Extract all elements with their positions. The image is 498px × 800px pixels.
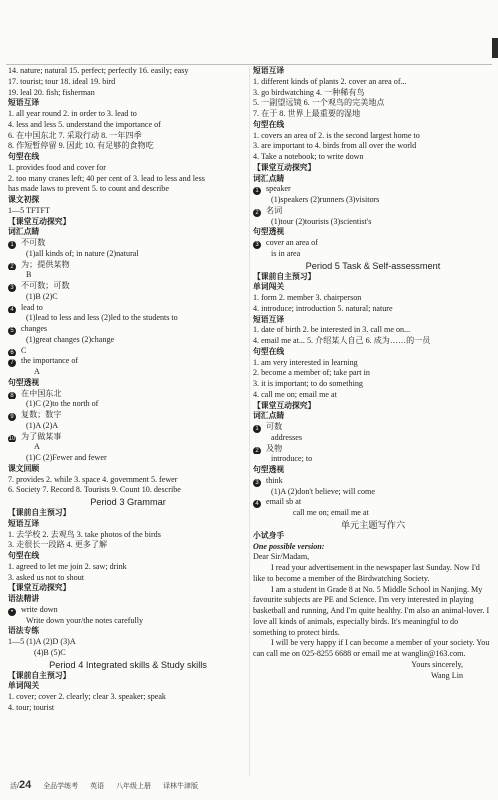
item-text: write down [21,604,58,614]
left-answer-line: 19. leal 20. fish; fisherman [8,87,95,97]
left-answer-line: 7. provides 2. while 3. space 4. government 5. fewer [8,474,178,484]
left-numbered-item [8,303,248,314]
right-numbered-item [253,238,493,249]
right-answer-line: 3. are important to 4. birds from all over the world [253,141,417,151]
item-text: cover an area of [266,238,318,247]
circled-number: 4 [8,306,16,314]
item-text: 为了做某事 [21,431,62,441]
right-period-title: 单元主题写作六 [340,519,406,530]
item-text: C [21,345,27,355]
left-section-heading: 课文初探 [8,195,40,204]
right-answer-line: is in area [271,248,301,258]
item-text: speaker [266,184,291,194]
left-answer-line: (1)C (2)to the north of [26,399,99,409]
left-answer-line: 1. cover; cover 2. clearly; clear 3. speaker; speak [8,692,166,701]
right-answer-line: One possible version: [253,541,325,551]
page-number: 24 [18,779,32,791]
item-text: 复数；数字 [21,410,62,419]
left-section-heading: 词汇点睛 [8,227,40,237]
left-section-bracket-heading: 【课前自主预习】 [8,508,71,517]
right-section-heading: 小试身手 [253,530,285,540]
left-numbered-item [8,260,248,271]
left-answer-line: (1)lead to less and less (2)led to the students to [26,313,178,323]
circled-number: 7 [8,359,16,367]
right-numbered-item [253,444,493,455]
item-text: 可数 [266,422,283,431]
left-numbered-item [8,324,248,335]
left-answer-line: (1)C (2)Fewer and fewer [26,453,107,462]
left-section-bracket-heading: 【课前自主预习】 [8,670,71,680]
left-section-heading: 单词闯关 [8,681,40,691]
left-answer-line: (4)B (5)C [34,647,66,657]
letter-paragraph: I read your advertisement in the newspaper last Sunday. Now I'd like to become a member of the Birdwatching Society. [253,563,480,583]
circled-number: 5 [8,327,16,335]
left-answer-line: 3. asked us not to shout [8,572,84,582]
left-section-heading: 句型透视 [8,377,40,387]
right-answer-line: 1. am very interested in learning [253,357,358,367]
right-numbered-item [253,184,493,195]
right-section-heading: 词汇点睛 [253,411,285,421]
left-answer-line: 14. nature; natural 15. perfect; perfectly 16. easily; easy [8,66,189,75]
footer-grade: 八年级上册 [116,783,152,790]
right-numbered-item [253,206,493,217]
left-answer-line: 17. tourist; tour 18. ideal 19. bird [8,76,116,86]
right-answer-line: 1. covers an area of 2. is the second largest home to [253,130,420,140]
circled-number: 8 [8,392,16,400]
right-section-bracket-heading: 【课堂互动探究】 [253,162,316,172]
circled-number: 3 [8,284,16,292]
footer-edition: 译林牛津版 [163,783,199,790]
left-section-heading: 语法精讲 [8,594,40,603]
right-answer-line: 7. 在于 8. 世界上最重要的湿地 [253,109,361,118]
right-answer-line: (1)A (2)don't believe; will come [271,486,375,496]
item-text: email sb at [266,497,302,507]
circled-number: 3 [253,479,261,487]
right-answer-line: 4. Take a notebook; to write down [253,152,364,161]
left-numbered-item [8,432,248,443]
left-column [8,66,248,714]
right-answer-line: (1)speakers (2)runners (3)visitors [271,195,380,204]
left-numbered-item [8,389,248,400]
right-answer-line: 1. form 2. member 3. chairperson [253,293,362,302]
letter-paragraph: I am a student in Grade 8 at No. 5 Middle School in Nanjing. My favourite subjects are PE and Science. I'm very interested in playing basketball and running, And I'm quite healthy. I'm also an animal-lover. I love all kinds of animals, especially birds. It's meaningful to do something to protect birds. [253,584,490,637]
left-answer-line: Write down your/the notes carefully [26,615,143,625]
item-text: changes [21,324,48,333]
right-section-heading: 句型在线 [253,346,285,356]
left-section-heading: 短语互译 [8,518,40,528]
right-answer-line: 3. go birdwatching 4. 一种稀有鸟 [253,87,365,97]
circled-number: • [8,608,16,616]
footer-subject: 英语 [90,783,105,790]
right-period-title: Period 5 Task & Self-assessment [305,260,441,271]
left-answer-line: 8. 作短暂停留 9. 因此 10. 有足够的食物吃 [8,141,154,151]
left-section-heading: 句型在线 [8,152,40,161]
left-answer-line: has made laws to prevent 5. to count and describe [8,184,169,194]
letter-paragraph: I will be very happy if I can become a member of your society. You can call me on 025-8255 6688 or email me at wanglin@163.com. [253,638,490,658]
footer-prefix: 活/ [10,783,19,790]
left-answer-line: 3. 走很长一段路 4. 更多了解 [8,540,108,550]
right-answer-line: introduce; to [271,454,313,464]
circled-number: 1 [8,241,16,249]
right-section-heading: 句型透视 [253,465,285,474]
left-answer-line: 4. less and less 5. understand the importance of [8,119,161,129]
left-numbered-item [8,410,248,421]
left-section-bracket-heading: 【课堂互动探究】 [8,583,71,593]
right-section-heading: 句型透视 [253,227,285,237]
left-answer-line: 4. tour; tourist [8,702,55,712]
left-answer-line: 1. agreed to let me join 2. saw; drink [8,561,127,571]
right-answer-line: 4. introduce; introduction 5. natural; nature [253,303,393,313]
right-numbered-item [253,476,493,487]
left-numbered-item [8,238,248,249]
circled-number: 10 [8,435,16,442]
left-period-title: Period 3 Grammar [90,497,166,507]
item-text: 不可数；可数 [21,281,70,290]
right-answer-line: call me on; email me at [293,508,369,517]
top-rule [6,64,492,65]
left-answer-line: 1—5 (1)A (2)D (3)A [8,637,76,646]
right-answer-line: 2. become a member of; take part in [253,368,370,378]
right-section-heading: 句型在线 [253,119,285,129]
left-answer-line: (1)A (2)A [26,420,59,430]
left-answer-line: A [34,367,40,376]
right-section-heading: 短语互译 [253,314,285,324]
left-answer-line: A [34,442,40,452]
left-numbered-item [8,346,248,357]
right-answer-line: addresses [271,432,303,442]
item-text: 为；提供某物 [21,259,70,269]
circled-number: 2 [8,263,16,271]
left-section-bracket-heading: 【课堂互动探究】 [8,216,71,226]
circled-number: 6 [8,349,16,357]
item-text: lead to [21,302,43,312]
left-numbered-item [8,281,248,292]
right-answer-line: (1)tour (2)tourists (3)scientist's [271,216,372,226]
right-answer-line: 5. 一副望远镜 6. 一个观鸟的完美地点 [253,98,385,108]
right-answer-line: 4. email me at... 5. 介绍某人自己 6. 成为……的一员 [253,336,431,345]
circled-number: 1 [253,187,261,195]
letter-closing: Yours sincerely, [411,659,463,669]
right-section-bracket-heading: 【课堂互动探究】 [253,400,316,410]
circled-number: 2 [253,447,261,455]
right-numbered-item [253,497,493,508]
left-answer-line: 6. 在中国东北 7. 采取行动 8. 一年四季 [8,130,142,140]
left-answer-line: 1. 去学校 2. 去观鸟 3. take photos of the birds [8,529,161,539]
left-section-heading: 短语互译 [8,98,40,108]
item-text: think [266,475,283,485]
right-answer-line: 1. date of birth 2. be interested in 3. call me on... [253,325,411,335]
page-edge-strip [492,38,498,58]
right-answer-line: 4. call me on; email me at [253,389,337,399]
item-text: 在中国东北 [21,388,62,398]
right-answer-line: 3. it is important; to do something [253,379,363,388]
left-answer-line: 1. all year round 2. in order to 3. lead to [8,109,137,118]
letter-signature: Wang Lin [431,670,463,680]
left-answer-line: B [26,270,32,280]
left-answer-line: 2. too many cranes left; 40 per cent of 3. lead to less and less [8,173,205,183]
left-period-title: Period 4 Integrated skills & Study skills [49,659,207,670]
left-answer-line: 1. provides food and cover for [8,162,106,172]
item-text: 不可数 [21,238,46,247]
right-answer-line: Dear Sir/Madam, [253,552,310,562]
left-answer-line: (1)B (2)C [26,291,58,301]
left-answer-line: 1—5 TFTFT [8,205,50,215]
page-footer [10,779,198,791]
left-section-heading: 课文回顾 [8,463,40,473]
right-column [253,66,493,681]
left-numbered-item [8,356,248,367]
footer-book: 全品学练考 [43,783,79,790]
left-numbered-item [8,605,248,616]
right-section-heading: 短语互译 [253,66,285,75]
item-text: 名词 [266,205,283,215]
item-text: 及物 [266,443,283,453]
right-section-heading: 词汇点睛 [253,173,285,183]
item-text: the importance of [21,356,79,366]
left-answer-line: (1)great changes (2)change [26,334,115,344]
right-section-bracket-heading: 【课前自主预习】 [253,271,316,281]
left-section-heading: 句型在线 [8,551,40,560]
circled-number: 9 [8,413,16,421]
left-answer-line: 6. Society 7. Record 8. Tourists 9. Count 10. describe [8,485,181,495]
right-answer-line: 1. different kinds of plants 2. cover an area of... [253,76,407,86]
right-numbered-item [253,422,493,433]
right-section-heading: 单词闯关 [253,282,285,292]
column-divider [249,66,250,776]
left-section-heading: 语法专练 [8,626,40,636]
circled-number: 4 [253,500,261,508]
left-answer-line: (1)all kinds of; in nature (2)natural [26,248,139,258]
circled-number: 2 [253,209,261,217]
circled-number: 1 [253,425,261,433]
circled-number: 3 [253,241,261,249]
